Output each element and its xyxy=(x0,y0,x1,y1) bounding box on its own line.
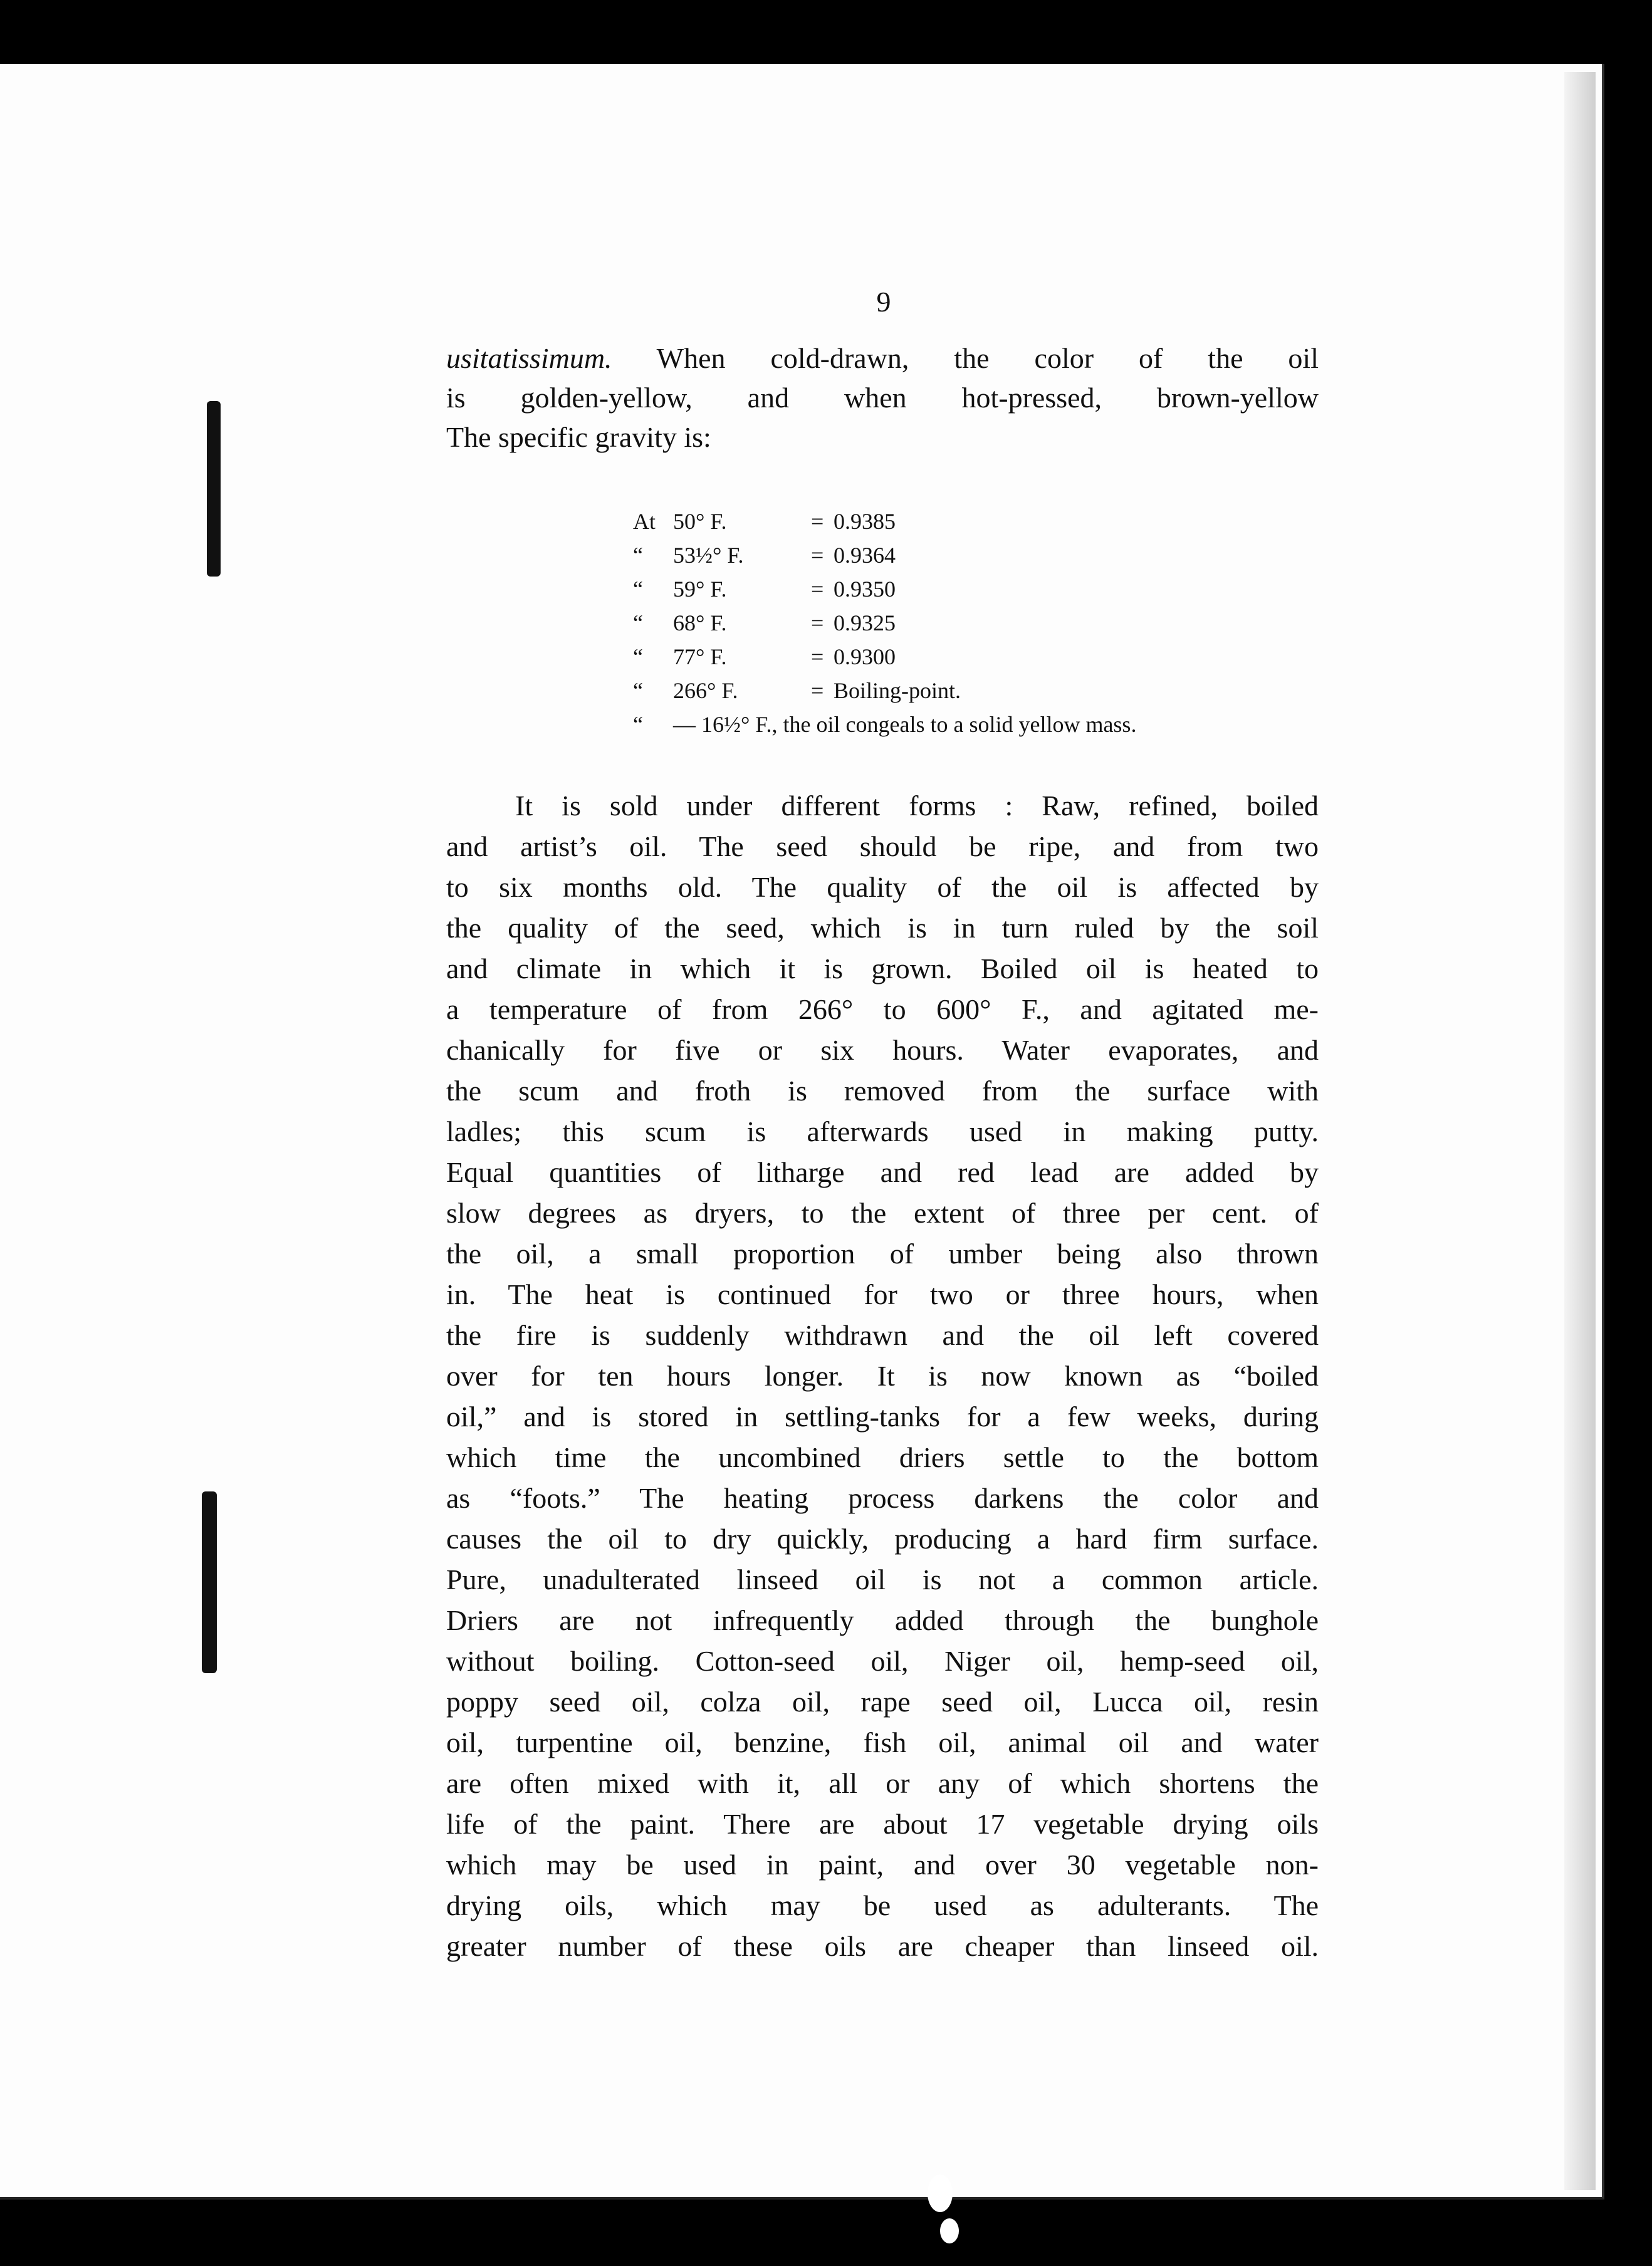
intro-text xyxy=(446,338,1319,457)
paragraph-line: chanically for five or six hours. Water evaporates, and xyxy=(446,1034,1319,1066)
page-edge-shadow xyxy=(1564,72,1596,2190)
gravity-row-prefix: “ xyxy=(633,610,643,635)
gravity-row-temperature: 266° F. xyxy=(673,678,738,703)
intro-line-1 xyxy=(446,338,1319,378)
paragraph-line: which may be used in paint, and over 30 vegetable non- xyxy=(446,1849,1319,1881)
gravity-row-value: 0.9325 xyxy=(834,610,896,635)
gravity-row-prefix: “ xyxy=(633,543,643,568)
gravity-row xyxy=(633,707,1136,741)
paragraph-line: a temperature of from 266° to 600° F., and agitated me- xyxy=(446,993,1319,1025)
paragraph-line: in. The heat is continued for two or three hours, when xyxy=(446,1278,1319,1310)
binding-mark-lower xyxy=(202,1491,217,1673)
gravity-row-value: 0.9385 xyxy=(834,509,896,534)
main-paragraph xyxy=(446,785,1319,1966)
paragraph-line: are often mixed with it, all or any of which shortens the xyxy=(446,1767,1319,1799)
paragraph-line: the quality of the seed, which is in turn ruled by the soil xyxy=(446,912,1319,944)
paragraph-line: and climate in which it is grown. Boiled oil is heated to xyxy=(446,953,1319,984)
gravity-row-prefix: “ xyxy=(633,678,643,703)
gravity-row xyxy=(633,538,1136,572)
gravity-row xyxy=(633,606,1136,640)
gravity-row-value: 0.9300 xyxy=(834,644,896,669)
paragraph-line: It is sold under different forms : Raw, refined, boiled xyxy=(515,790,1319,822)
border-speck xyxy=(940,2218,959,2243)
gravity-row-value: Boiling-point. xyxy=(834,678,961,703)
gravity-row-prefix: “ xyxy=(633,712,643,737)
paragraph-line: poppy seed oil, colza oil, rape seed oil, Lucca oil, resin xyxy=(446,1686,1319,1718)
gravity-row-temperature: — 16½° F., the oil congeals to a solid yellow mass. xyxy=(673,712,1137,737)
gravity-row-equals: = xyxy=(811,644,824,669)
paragraph-line: oil,” and is stored in settling-tanks for a few weeks, during xyxy=(446,1401,1319,1433)
paragraph-line: causes the oil to dry quickly, producing a hard firm surface. xyxy=(446,1523,1319,1555)
gravity-row-prefix: At xyxy=(633,509,656,534)
paragraph-line: the oil, a small proportion of umber being also thrown xyxy=(446,1238,1319,1270)
intro-line-1-rest: When cold-drawn, the color of the oil xyxy=(656,342,1319,374)
paragraph-line: slow degrees as dryers, to the extent of three per cent. of xyxy=(446,1197,1319,1229)
gravity-row-value: 0.9364 xyxy=(834,543,896,568)
gravity-row xyxy=(633,674,1136,707)
paragraph-line: the fire is suddenly withdrawn and the oil left covered xyxy=(446,1319,1319,1351)
paragraph-line: the scum and froth is removed from the surface with xyxy=(446,1075,1319,1107)
gravity-row-equals: = xyxy=(811,610,824,635)
gravity-row-temperature: 68° F. xyxy=(673,610,727,635)
gravity-row-equals: = xyxy=(811,543,824,568)
paragraph-line: over for ten hours longer. It is now known as “boiled xyxy=(446,1360,1319,1392)
paragraph-line: Pure, unadulterated linseed oil is not a common article. xyxy=(446,1564,1319,1595)
page-number: 9 xyxy=(876,286,891,318)
paragraph-line: oil, turpentine oil, benzine, fish oil, animal oil and water xyxy=(446,1726,1319,1758)
paragraph-line: drying oils, which may be used as adulterants. The xyxy=(446,1889,1319,1921)
intro-line-2: is golden-yellow, and when hot-pressed, brown-yellow xyxy=(446,382,1319,414)
paragraph-line: ladles; this scum is afterwards used in making putty. xyxy=(446,1115,1319,1147)
paragraph-line: which time the uncombined driers settle to the bottom xyxy=(446,1441,1319,1473)
paragraph-line: and artist’s oil. The seed should be ripe, and from two xyxy=(446,830,1319,862)
gravity-row-prefix: “ xyxy=(633,577,643,602)
intro-line-3: The specific gravity is: xyxy=(446,421,711,453)
gravity-row-equals: = xyxy=(811,678,824,703)
gravity-row-temperature: 59° F. xyxy=(673,577,727,602)
gravity-row xyxy=(633,572,1136,606)
specific-gravity-table xyxy=(633,504,1136,741)
gravity-row-equals: = xyxy=(811,509,824,534)
gravity-row-prefix: “ xyxy=(633,644,643,669)
binding-mark-upper xyxy=(207,401,221,577)
gravity-row-equals: = xyxy=(811,577,824,602)
gravity-row xyxy=(633,640,1136,674)
paragraph-line: without boiling. Cotton-seed oil, Niger oil, hemp-seed oil, xyxy=(446,1645,1319,1677)
paragraph-line: Equal quantities of litharge and red lead are added by xyxy=(446,1156,1319,1188)
gravity-row-temperature: 77° F. xyxy=(673,644,727,669)
gravity-row-value: 0.9350 xyxy=(834,577,896,602)
gravity-row-temperature: 53½° F. xyxy=(673,543,744,568)
paragraph-line: Driers are not infrequently added through the bunghole xyxy=(446,1604,1319,1636)
border-speck xyxy=(928,2175,953,2212)
paragraph-line: to six months old. The quality of the oil is affected by xyxy=(446,871,1319,903)
paragraph-line: greater number of these oils are cheaper than linseed oil. xyxy=(446,1930,1319,1962)
paragraph-line: life of the paint. There are about 17 vegetable drying oils xyxy=(446,1808,1319,1840)
species-name: usitatissimum. xyxy=(446,342,612,374)
gravity-row-temperature: 50° F. xyxy=(673,509,727,534)
paragraph-line: as “foots.” The heating process darkens the color and xyxy=(446,1482,1319,1514)
gravity-row xyxy=(633,504,1136,538)
